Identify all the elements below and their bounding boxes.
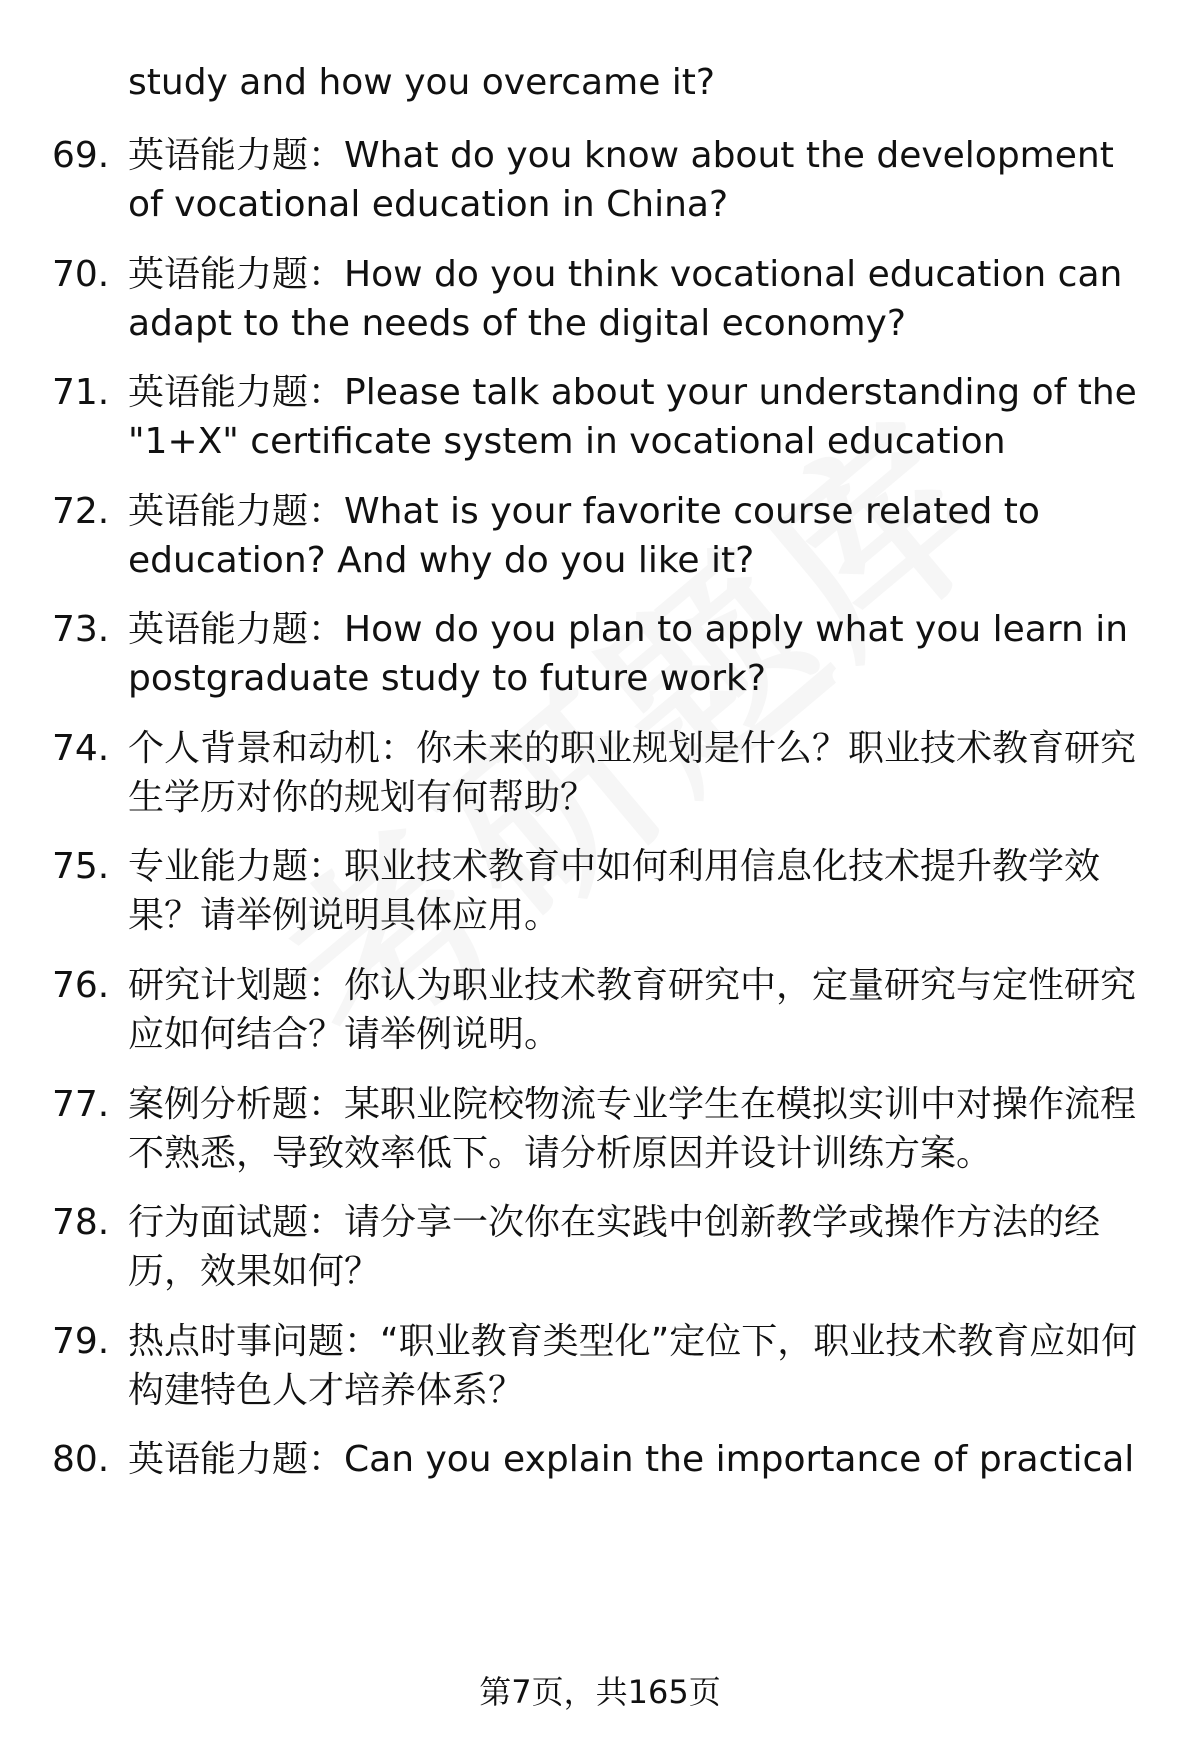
question-text: 英语能力题：What do you know about the development of vocational education in China? (128, 135, 1114, 225)
question-item (0, 487, 1200, 597)
question-number: 80. (52, 1439, 110, 1480)
question-number: 71. (52, 372, 110, 413)
question-text: 行为面试题：请分享一次你在实践中创新教学或操作方法的经历，效果如何？ (128, 1202, 1101, 1292)
question-number: 74. (52, 728, 110, 769)
question-number: 73. (52, 609, 110, 650)
continued-question-text: study and how you overcame it? (128, 62, 716, 103)
question-number: 77. (52, 1084, 110, 1125)
question-text: 英语能力题：Please talk about your understanding of the "1+X" certificate system in vocational education (128, 372, 1137, 462)
question-text: 英语能力题：How do you think vocational education can adapt to the needs of the digital economy? (128, 254, 1123, 344)
question-item (0, 724, 1200, 834)
question-number: 72. (52, 491, 110, 532)
question-number: 69. (52, 135, 110, 176)
question-number: 76. (52, 965, 110, 1006)
question-item (0, 368, 1200, 478)
question-number: 70. (52, 254, 110, 295)
question-item (0, 1198, 1200, 1308)
question-text: 案例分析题：某职业院校物流专业学生在模拟实训中对操作流程不熟悉，导致效率低下。请分析原因并设计训练方案。 (128, 1084, 1137, 1174)
question-number: 78. (52, 1202, 110, 1243)
question-text: 英语能力题：What is your favorite course related to education? And why do you like it? (128, 491, 1040, 581)
question-item (0, 961, 1200, 1071)
question-item (0, 1317, 1200, 1427)
question-item (0, 131, 1200, 241)
question-text: 热点时事问题：“职业教育类型化”定位下，职业技术教育应如何构建特色人才培养体系？ (128, 1321, 1138, 1411)
question-item (0, 842, 1200, 952)
question-text: 专业能力题：职业技术教育中如何利用信息化技术提升教学效果？请举例说明具体应用。 (128, 846, 1101, 936)
question-item (0, 250, 1200, 360)
page-number-footer: 第7页，共165页 (479, 1673, 721, 1711)
question-text: 个人背景和动机：你未来的职业规划是什么？职业技术教育研究生学历对你的规划有何帮助？ (128, 728, 1137, 818)
question-number: 79. (52, 1321, 110, 1362)
question-item (0, 1080, 1200, 1190)
question-text: 研究计划题：你认为职业技术教育研究中，定量研究与定性研究应如何结合？请举例说明。 (128, 965, 1137, 1055)
question-number: 75. (52, 846, 110, 887)
question-text: 英语能力题：Can you explain the importance of practical (128, 1439, 1135, 1480)
question-text: 英语能力题：How do you plan to apply what you learn in postgraduate study to future work? (128, 609, 1129, 699)
question-item (0, 605, 1200, 715)
question-item (0, 1435, 1200, 1495)
